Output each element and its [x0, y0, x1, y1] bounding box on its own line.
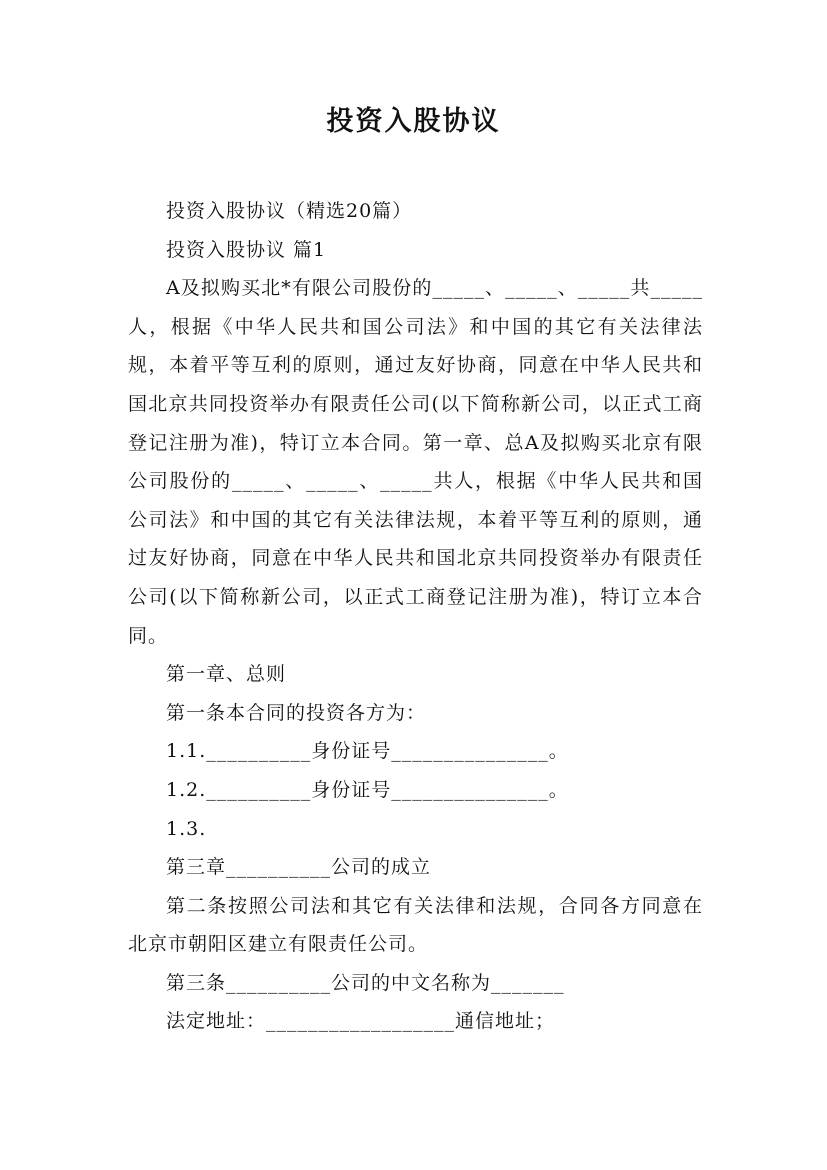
paragraph-item-1-3: 1.3. — [166, 817, 207, 840]
paragraph-article-two: 第二条按照公司法和其它有关法律和法规，合同各方同意在北京市朝阳区建立有限责任公司。 — [128, 894, 703, 956]
paragraph-address: 法定地址：__________________通信地址； — [166, 1010, 556, 1033]
paragraph-chapter-one: 第一章、总则 — [166, 663, 287, 686]
paragraph-item-1-1: 1.1.__________身份证号_______________。 — [166, 740, 569, 763]
paragraph-intro: A及拟购买北*有限公司股份的_____、_____、_____共_____人，根据《中华人民共和国公司法》和中国的其它有关法律法规，本着平等互利的原则，通过友好协商，同意在中华人民共和国北京共同投资举办有限责任公司(以下简称新公司，以正式工商登记注册为准)，特订立本合同。第一章、总A及拟购买北京有限公司股份的_____、_____、_____共人，根据《中华人民共和国公司法》和中国的其它有关法律法规，本着平等互利的原则，通过友好协商，同意在中华人民共和国北京共同投资举办有限责任公司(以下简称新公司，以正式工商登记注册为准)，特订立本合同。 — [128, 277, 703, 647]
document-title: 投资入股协议 — [326, 106, 501, 137]
document-body — [128, 192, 703, 1041]
paragraph-item-1-2: 1.2.__________身份证号_______________。 — [166, 778, 569, 801]
paragraph-article-three: 第三条__________公司的中文名称为_______ — [166, 971, 565, 994]
paragraph-article-one: 第一条本合同的投资各方为： — [166, 701, 427, 724]
paragraph-chapter-three: 第三章__________公司的成立 — [166, 856, 432, 879]
paragraph-heading: 投资入股协议 篇1 — [166, 238, 327, 261]
paragraph-subtitle: 投资入股协议（精选20篇） — [166, 200, 413, 222]
